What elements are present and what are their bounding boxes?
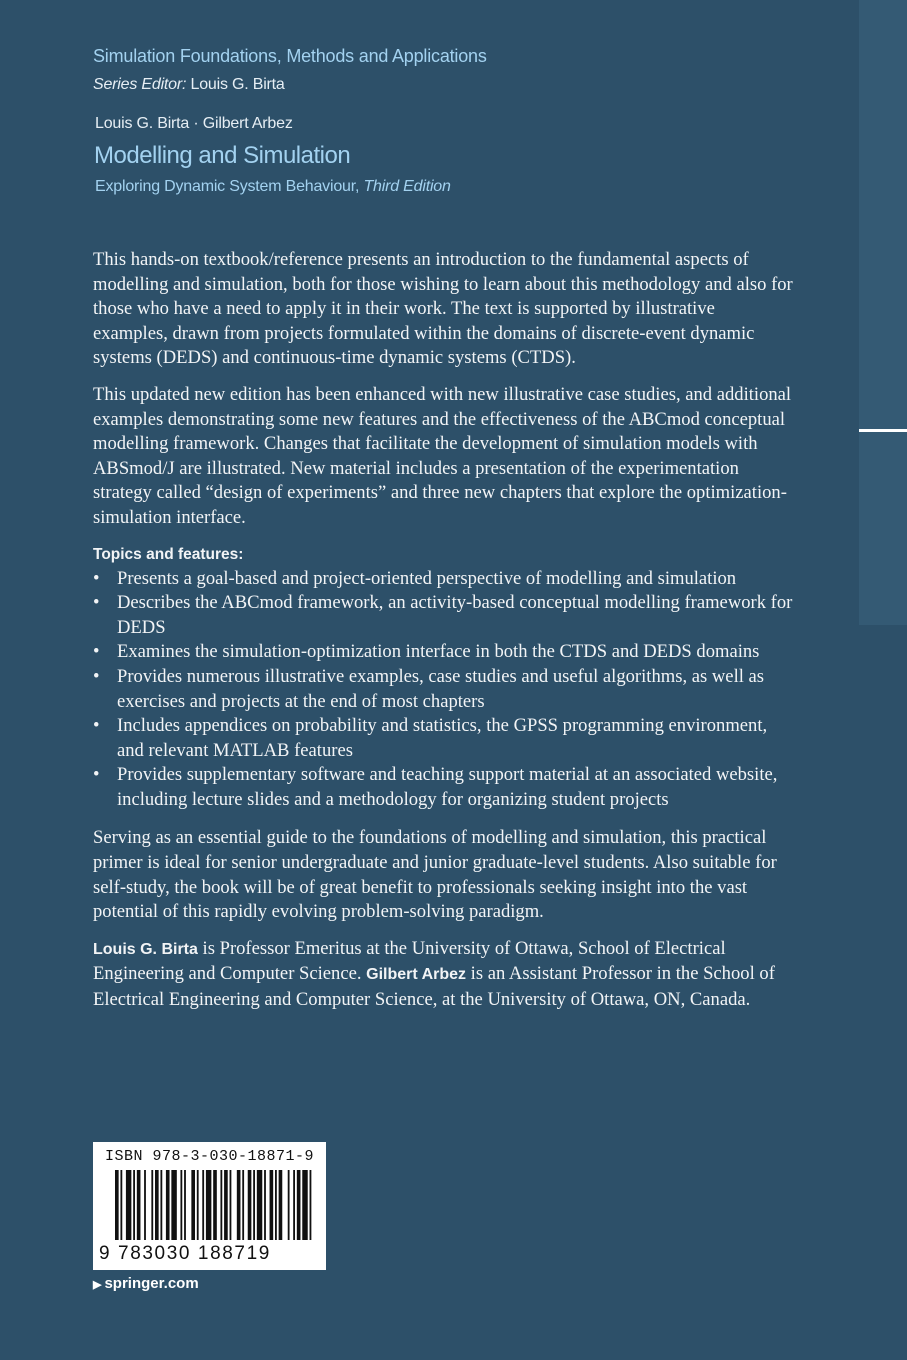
topic-text: Provides numerous illustrative examples, case studies and useful algorithms, as well as exercises and projects at the end of most chapters [117,665,765,712]
book-subtitle [95,178,451,196]
paragraph-new-edition: This updated new edition has been enhanced with new illustrative case studies, and additional examples demonstrating some new features and the effectiveness of the ABCmod conceptual modelling framework. Changes that facilitate the development of simulation models with ABSmod/J are illustrated. New material includes a presentation of the experimentation strategy called “design of experiments” and three new chapters that explore the optimization-simulation interface. [93,383,792,528]
paragraph-intro: This hands-on textbook/reference presents an introduction to the fundamental aspects of modelling and simulation, both for those wishing to learn about this methodology and also for those who have a need to apply it in their work. The text is supported by illustrative examples, drawn from projects formulated within the domains of discrete-event dynamic systems (DEDS) and continuous-time dynamic systems (CTDS). [93,249,793,369]
bio-author-2: Gilbert Arbez [366,966,467,984]
spine-rule [859,429,907,432]
paragraph-authors-bio [93,937,793,1013]
topic-text: Describes the ABCmod framework, an activity-based conceptual modelling framework for DEDS [117,592,793,638]
bio-text-2: is an Assistant Professor in the School of Electrical Engineering and Computer Science, at the University of Ottawa, ON, Canada. [93,963,775,1011]
topic-text: Includes appendices on probability and statistics, the GPSS programming environment, and relevant MATLAB features [117,715,768,761]
topic-text: Examines the simulation-optimization interface in both the CTDS and DEDS domains [117,641,760,663]
barcode [93,1142,326,1270]
spine-panel [859,0,907,625]
series-editor-label: Series Editor: [93,76,187,93]
bullet-icon: • [93,665,100,687]
barcode-digits: 9 783030 188719 [99,1243,271,1264]
book-authors: Louis G. Birta · Gilbert Arbez [95,115,293,132]
topic-item [93,567,793,592]
topic-item [93,665,793,714]
publisher-url: springer.com [104,1275,199,1292]
blurb [93,248,793,1025]
topics-list [93,567,793,813]
book-title: Modelling and Simulation [94,142,351,169]
paragraph-summary: Serving as an essential guide to the foundations of modelling and simulation, this practical primer is ideal for senior undergraduate and junior graduate-level students. Also suitable for self-study, the book will be of great benefit to professionals seeking insight into the vast potential of this rapidly evolving problem-solving paradigm. [93,827,777,923]
arrow-right-icon: ▶ [93,1279,102,1291]
topic-text: Presents a goal-based and project-oriented perspective of modelling and simulation [117,567,737,589]
topic-text: Provides supplementary software and teaching support material at an associated website, including lecture slides and a methodology for organizing student projects [117,764,778,810]
edition-text: Third Edition [363,178,451,195]
publisher-link[interactable] [93,1275,199,1292]
topic-item [93,714,793,763]
topic-item [93,640,793,665]
bullet-icon: • [93,641,100,663]
bullet-icon: • [93,592,100,614]
bio-text-1: is Professor Emeritus at the University of Ottawa, School of Electrical Engineering and Computer Science. [93,937,726,985]
barcode-bars-icon [115,1170,315,1240]
isbn-label: ISBN 978-3-030-18871-9 [105,1148,315,1165]
topic-item [93,591,793,640]
series-editor-name: Louis G. Birta [190,76,285,93]
topic-item [93,763,793,812]
bullet-icon: • [93,764,100,786]
bullet-icon: • [93,715,100,737]
bio-author-1: Louis G. Birta [93,940,198,958]
subtitle-text: Exploring Dynamic System Behaviour, [95,178,364,195]
series-title: Simulation Foundations, Methods and Applications [93,46,487,66]
bullet-icon: • [93,567,100,589]
series-editor [93,76,285,94]
topics-heading: Topics and features: [93,545,244,563]
